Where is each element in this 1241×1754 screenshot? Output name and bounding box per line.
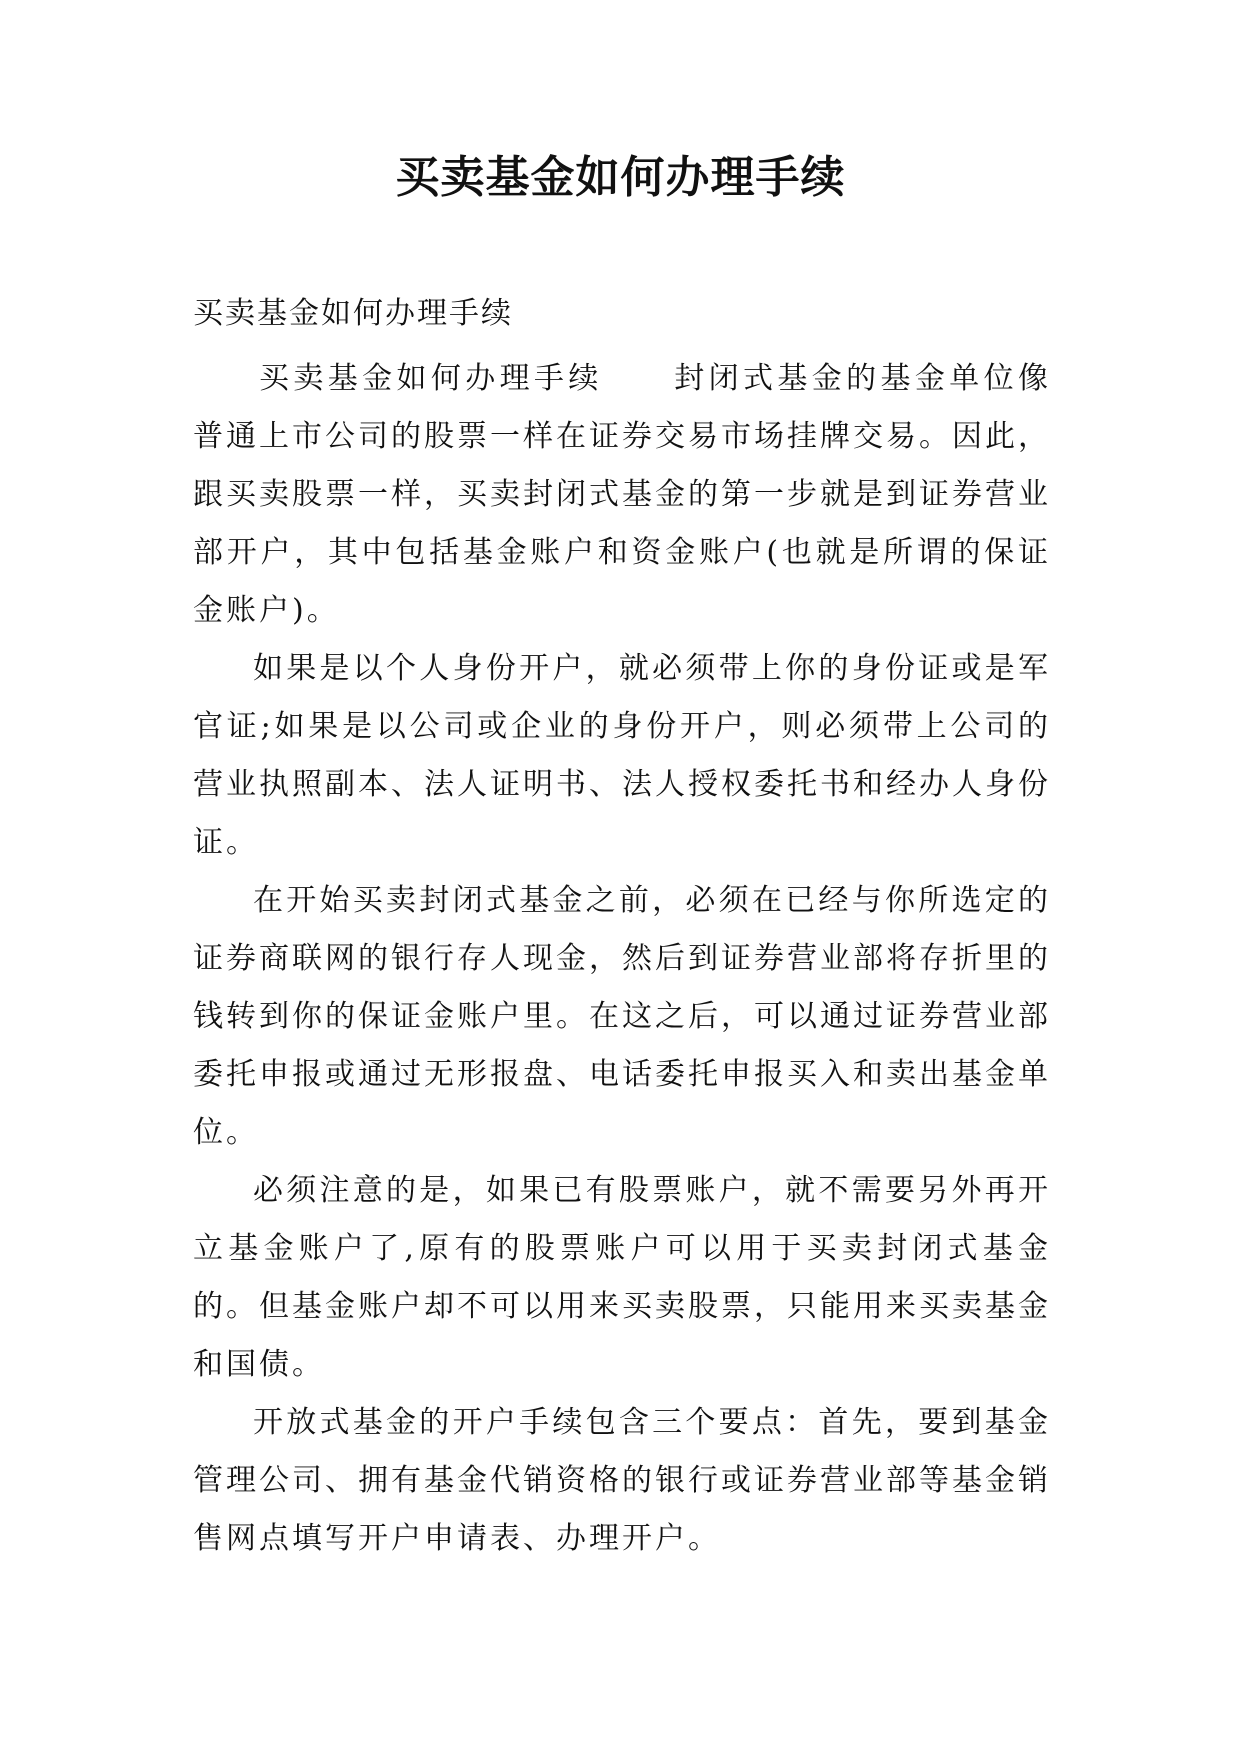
document-body	[193, 350, 1051, 1568]
paragraph-4: 必须注意的是，如果已有股票账户，就不需要另外再开立基金账户了,原有的股票账户可以用于买卖封闭式基金的。但基金账户却不可以用来买卖股票，只能用来买卖基金和国债。	[193, 1173, 1051, 1382]
paragraph-2: 如果是以个人身份开户，就必须带上你的身份证或是军官证;如果是以公司或企业的身份开户，则必须带上公司的营业执照副本、法人证明书、法人授权委托书和经办人身份证。	[193, 651, 1051, 860]
paragraph-1	[193, 350, 1051, 640]
paragraph-5: 开放式基金的开户手续包含三个要点：首先，要到基金管理公司、拥有基金代销资格的银行或证券营业部等基金销售网点填写开户申请表、办理开户。	[193, 1405, 1051, 1556]
paragraph-1-lead: 买卖基金如何办理手续	[259, 361, 603, 396]
document-title: 买卖基金如何办理手续	[395, 152, 846, 203]
document-subtitle: 买卖基金如何办理手续	[193, 296, 513, 331]
paragraph-1-text: 封闭式基金的基金单位像普通上市公司的股票一样在证券交易市场挂牌交易。因此，跟买卖股票一样，买卖封闭式基金的第一步就是到证券营业部开户，其中包括基金账户和资金账户(也就是所谓的保证金账户)。	[193, 361, 1052, 628]
paragraph-3: 在开始买卖封闭式基金之前，必须在已经与你所选定的证券商联网的银行存人现金，然后到证券营业部将存折里的钱转到你的保证金账户里。在这之后，可以通过证券营业部委托申报或通过无形报盘、电话委托申报买入和卖出基金单位。	[193, 883, 1051, 1150]
